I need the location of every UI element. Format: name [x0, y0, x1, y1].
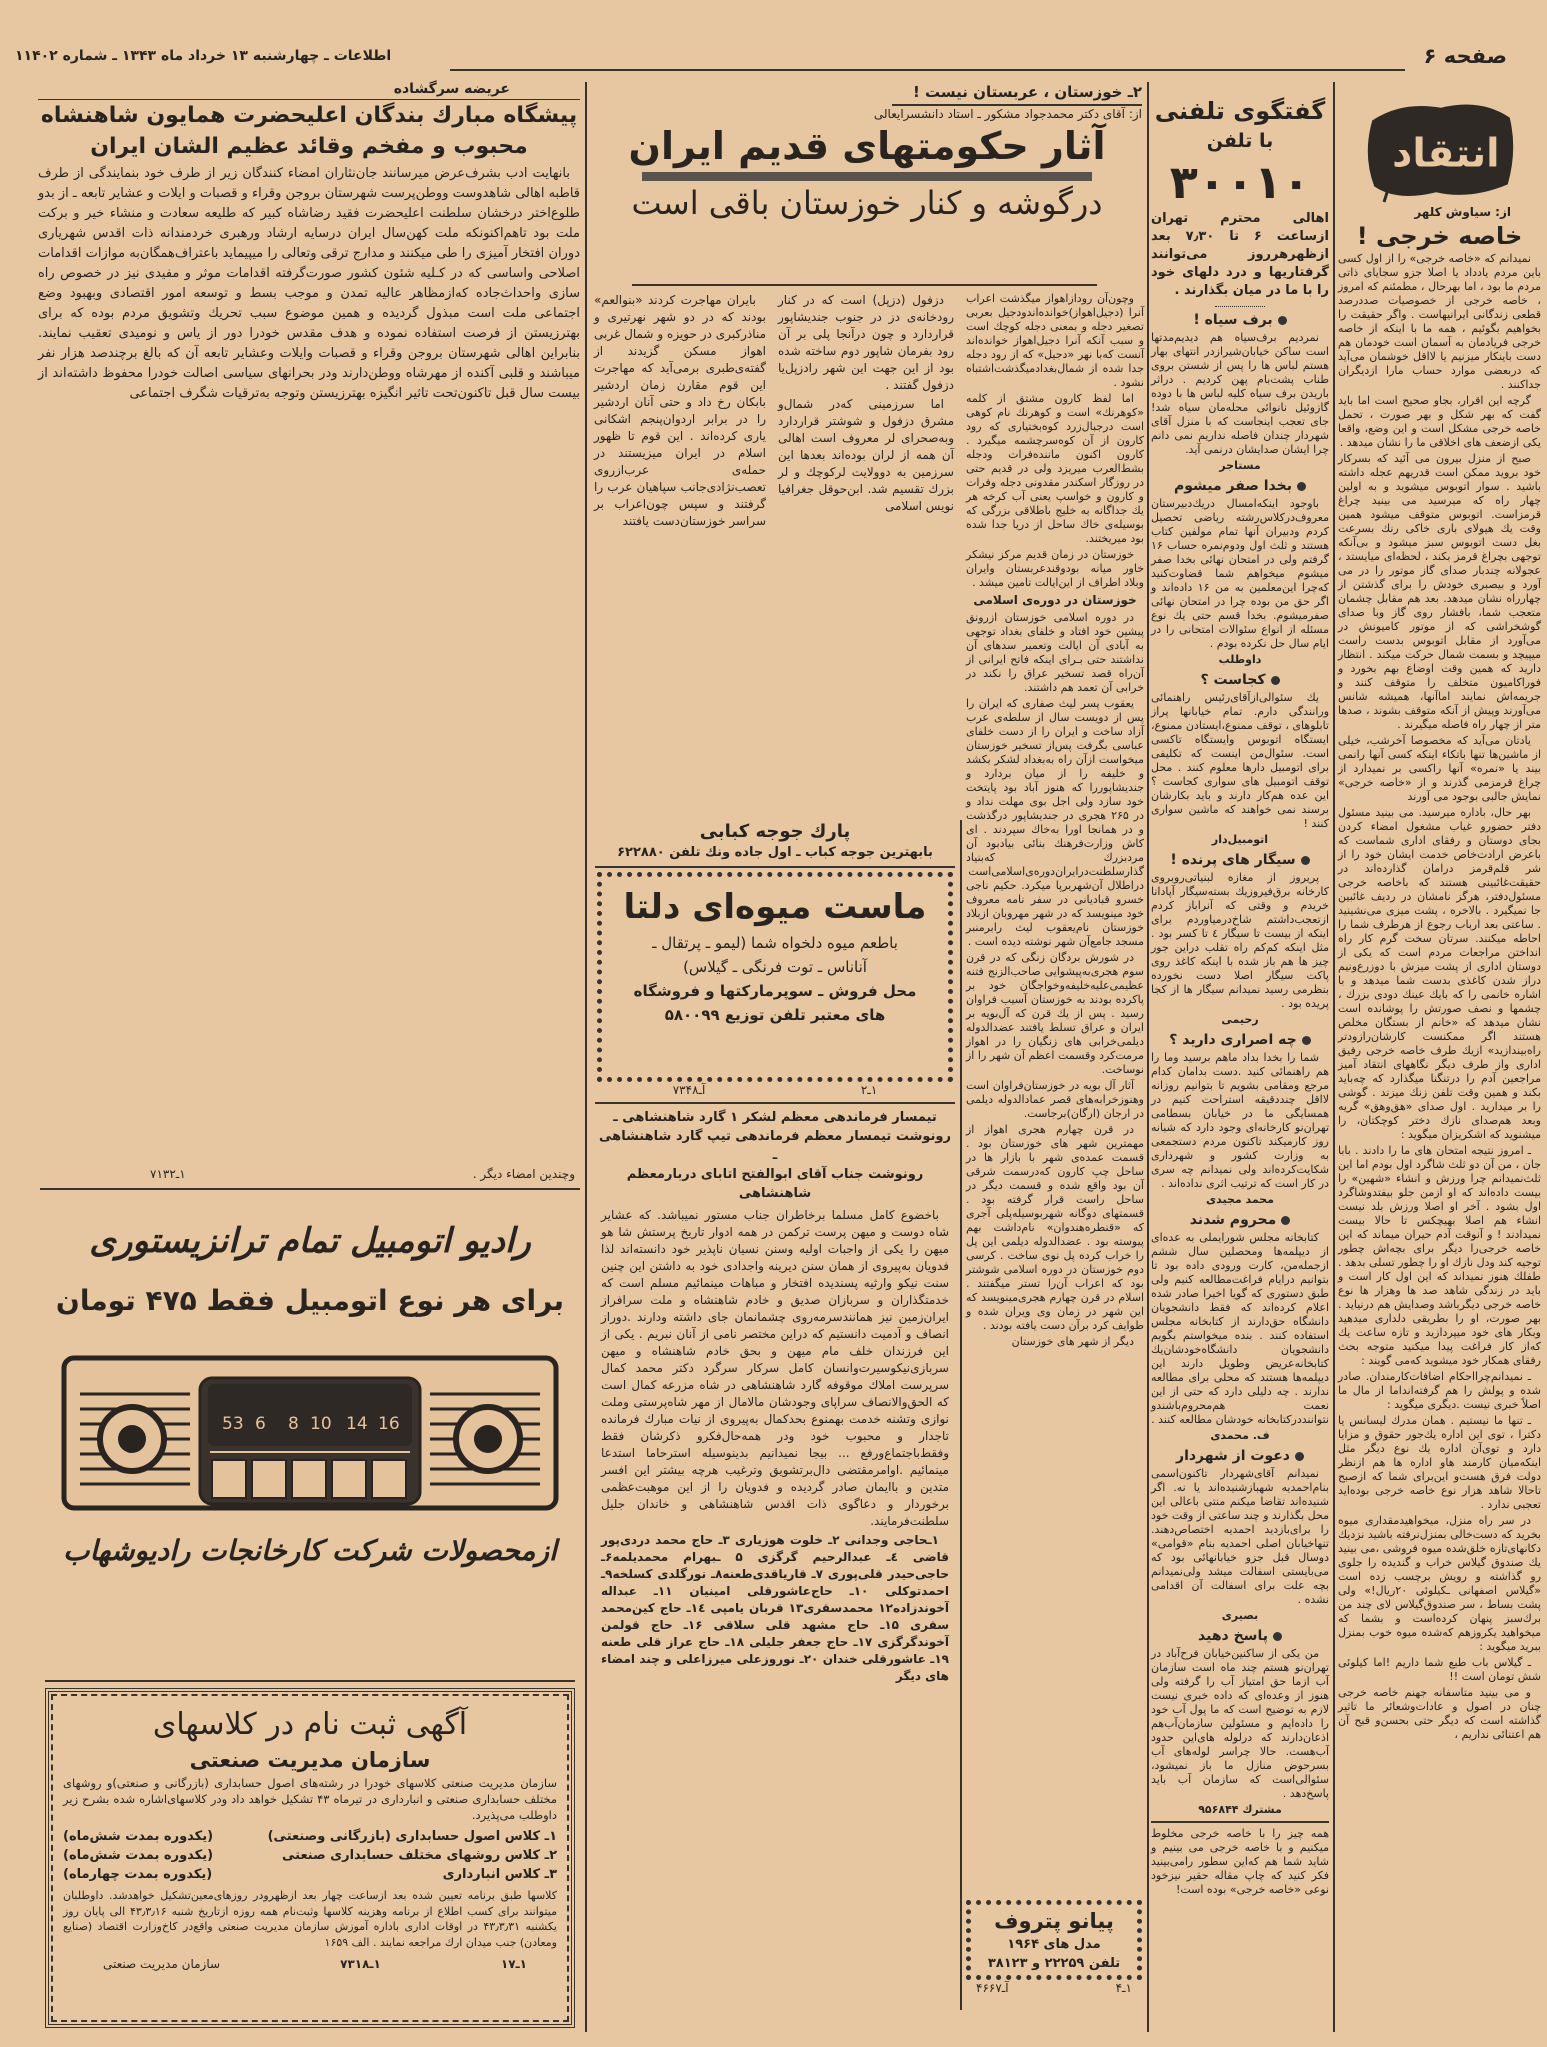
dial-number: 16	[378, 1414, 400, 1434]
bullet-icon	[1271, 676, 1280, 685]
dial-number: 53	[222, 1414, 244, 1434]
divider	[595, 866, 955, 868]
phone-item	[1151, 1211, 1329, 1443]
enteghad-logo	[1361, 96, 1519, 204]
classes-title: آگهی ثبت نام در کلاسهای	[152, 1707, 468, 1742]
item-title: کجاست ؟	[1200, 672, 1266, 688]
heading-line: رونوشت جناب آقای ابوالفتح اتابای دربارمعظم شاهنشاهی	[626, 1167, 924, 1201]
middle-ads-strip	[595, 820, 955, 1687]
divider	[632, 284, 1097, 286]
paragraph: بایران مهاجرت کردند «بنوالعم» بودند که در دو شهر نهرتیری و مناذرکبری در حویزه و شمال غربی اهواز مسکن گزیدند از گفته‌ی‌طبری برمی‌آید که مهاجرت این قوم مقارن زمان اردشیر بابکان رخ داد و حتی آنان اردشیر را در برابر اردوان‌پنجم اشکانی یاری کرده‌اند . این قوم تا ظهور اسلام در ایران میزیستند در حمله‌ی عرب‌ازروی تعصب‌نژادی‌جانب سپاهیان عرب را گرفتند و سپس چون‌اعراب بر سراسر خوزستان‌دست یافتند	[594, 293, 766, 528]
delta-title: ماست میوه‌ای دلتا	[623, 887, 927, 927]
ad-code: آـ۷۳۴۸	[672, 1083, 706, 1097]
paragraph: ـ امروز نتیجه امتحان های ما را دادند . بابا جان ، من آن دو ثلث شاگرد اول بودم اما این ثلث‌نمیدانم چرا ورزش و انشاء «شهین» را بیست داده‌اند که او ازمن جلو بیفتدوشاگرد اول بشود . آخر او اصلا ورزش بلد نیست انشاء هم اصلا بهیچکس تا حالا بیست نمیدادند ! و آنوقت آدم حیران میماند که این خاصه خرجی‌را دیگر برای بچه‌اش چطور توجیه کند ودل نازك او را چطور تسلی بدهد . طفلك هنوز نمیداند که این اول کار است و باید در زندگی شاهد صد ها وهزار ها نوع خاصه خرجی دیگرباشد وصدایش هم درنیاید . بهر صورت، او را بطریقی دلداری میدهید وبکار های خود میپردازید و تازه ساعت یك که‌از کار فراغت پیدا میکنید متوجه بحث رفقای همکار خود میشوید که‌می گویند :	[1338, 1144, 1541, 1367]
item-signature: ف. محمدی	[1210, 1429, 1270, 1442]
paragraph: بانهایت ادب بشرف‌عرض میرسانند جان‌نثاران امضاء کنندگان زیر از طرف خود بنمایندگی از طرف قاطبه اهالی شاهدوست ووطن‌پرست شهرستان بروجن وقراء و قصبات و ایلات و عشایر تابعه ـ از بدو طلوع‌اختر درخشان سلطنت اعلیحضرت فقید رضاشاه کبیر که طلیعه سعادت و منشاء خیر و برکت ملت بود تاهم‌اکنونکه ملت کهن‌سال ایران درسایه ارشاد ورهبری خردمندانه ذات اقدس شهریاری دوران افتخار آمیزی را طی میکنند و مدارج ترقی وتعالی را میپیماید باعتراف‌همگان‌به موازات اقدامات اصلاحی واساسی که در کـلیه شئون کشور صورت‌گرفته اقدامات موثر و مفیدی نیز در خصوص راه سازی واحداث‌جاده که‌ازمظاهر عالیه تمدن و موجب بسط و توسعه امور اقتصادی وبهبود وضع اجتماعی ملت است مبذول گردیده و همین موضوع سبب تحریك وتشویق مردم بوده که برای بهترزیستن از فرصت استفاده نموده و هدف مقدس خودرا دور از یاس و نومیدی تعقیب نمایند. بنابراین اهالی شهرستان بروجن وقراء و قصبات وایلات وعشایر تابعه آن که بالغ برچندصد هزار نفر میباشند و قلبی آکنده از مهرشاه ووطن‌دارند ودر بحرانهای سیاسی اصالت خودرا محفوظ داشته‌اند از بیست سال قبل تاکنون‌تحت تاثیر انگیزه بهترزیستن وتوجه به‌ترقیات شگرف اجتماعی	[38, 166, 580, 401]
phone-column	[1151, 94, 1329, 1897]
paragraph: دیگر از شهر های خوزستان	[1011, 1335, 1134, 1348]
paragraph: یادتان می‌آید که مخصوصا آخرشب، خیلی از ماشین‌ها تنها باتکاء اینکه کسی آنها رانمی بیند یا «نمره» آنها راکسی بر نمیدارد از چراغ قرمزمی گذرند و از «خاصه خرجی» نمایش جالبی بوجود می آورند	[1338, 734, 1541, 803]
piano-ad	[966, 1900, 1142, 1980]
course-duration: (یکدوره بمدت شش‌ماه)	[63, 1848, 214, 1863]
classes-footer	[63, 1956, 557, 1972]
paragraph: نمیدانم که «خاصه خرجی» را از اول کسی باین مردم یادداد یا اصلا جزو سجایای ذاتی مردم ما بود ، اما بهرحال ، مطمئنم که امروز ، خاصه خرجی از خصوصیات صددرصد قطعی زندگانی ایرانیهاست . واگر حقیقت را بخواهیم بگوئیم ، همه ما با اینکه از خاصه خرجی فریادمان به آسمان است خودمان هم دست باینکار میزنیم یا لااقل خوشمان می‌آید که دربعضی موارد حساب مارا ازدیگران جداکنند .	[1338, 252, 1541, 391]
paragraph: باخضوع کامل مسلما برخاطران جناب مستور نمیباشد. که عشایر شاه دوست و میهن پرست ترکمن در همه ادوار تاریخ پرستش شا هو میهن را یکی از واجبات اولیه وسنن نسیان ناپذیر خود دانسته‌اند لذا فدویان به‌پیروی از همان سنن دیرینه واجدادی خود به داشتن این چنین سنت نیکو وارثیه پسندیده افتخار و مباهات مینمائیم مسلم است که خدمتگذاران و سربازان صدیق و خادم شاهنشاه و ملت سرافراز ایران‌زمین نیز همانندسرمه‌روی چشمانمان جای داشته ودارند .دوراز انصاف و آدمیت دانستیم که دراین مختصر نامی از آنان نبریم . یکی از این فرزندان خلف مام میهن و بحق خادم شاهنشاه و میهن سربازی‌نیکوسیرت‌وانسان کامل سرکار سرگرد دکتر محمد کمال سرپرست املاك موقوفه گارد شاهنشاهی در شاه مزرعه کمال است که الحق‌والانصاف سراپای وجودشان مالامال از مهر شاه‌پرستی وملت نوازی وتشنه خدمت بهمنوع بحدکمال به‌پیروی از نیات مبارك فرمانده تاجدار و محبوب خود ودر همه‌حال‌فکرو ذکرشان فقط وفقط‌باجتماع‌ورفع ... بیجا نمیدانیم بدینوسیله استرحاما استدعا مینمائیم .اوامرمقتضی دال‌برتشویق وترغیب هرچه بیشتر این افسر متدین و باایمان صادر گردیده و فدویان را از این موهبت‌عظمی برخوردار و دعاگوی ذات اقدس شاهنشاهی و خاندان جلیل سلطنت‌فرمایند.	[601, 1208, 949, 1528]
title-bar	[642, 172, 1092, 181]
paragraph: دزفول (دزپل) است که در کنار رودخانه‌ی دز در جنوب جندیشاپور قراردارد و چون درآنجا پلی بر آن رود بفرمان شاپور دوم ساخته شده بود از این جهت این شهر رادزپل‌یا دزفول گفتند .	[778, 293, 954, 392]
paragraph: یعقوب پسر لیث صفاری که ایران را پس از دویست سال از سلطه‌ی عرب آزاد ساخت و ایران را از دست خلفای عباسی بگرفت پس‌از تسخیر خوزستان میخواست ازآن راه به‌بغداد لشکر بکشد و خلیفه را از میان بردارد و جندیشاپوررا که هنوز آباد بود پایتخت خود سازد ولی اجل بوی مهلت نداد و در ۲۶۵ هجری در جندیشاپور درگذشت و در همانجا اورا به‌خاك سپردند . ای کاش وزارت‌فرهنك بنائی بیادبود آن مردبزرك که‌بنیاد گذارسلطنت‌درایران‌دوره‌ی‌اسلامی‌است دراطلال آن‌شهربرپا میکرد. حکیم ناجی خسرو قبادیانی در سفر نامه معروف خود مینویسد که در شهر مهروبان ازبلاد خوزستان نام‌یعقوب لیث رابرمنبر مسجد جامع‌آن شهر نوشته دیده است .	[966, 697, 1144, 948]
delta-yogurt-ad	[597, 872, 953, 1082]
enteghad-author: از: سیاوش کلهر	[1414, 205, 1511, 219]
course-duration: (یکدوره بمدت شش‌ماه)	[63, 1829, 214, 1844]
paragraph: و می بینید متاسفانه جهنم خاصه خرجی چنان در اصول و عادات‌وشعائر ما تاثیر گذاشته است که دیگر حتی بحسن‌و قبح آن هم اعتنائی نداریم ،	[1338, 1686, 1541, 1741]
delta-line: های معتبر تلفن توزیع ۵۸۰۰۹۹	[664, 1006, 886, 1024]
classes-intro: سازمان مدیریت صنعتی کلاسهای خودرا در رشته‌های اصول حسابداری (بازرگانی و صنعتی)و روشهای مختلف حسابداری صنعتی و انبارداری در تیرماه ۴۳ تشکیل خواهد داد ودر کلاسهای‌اشاره شده بشرح زیر داوطلب می‌پذیرد.	[63, 1776, 557, 1822]
phone-item	[1151, 311, 1329, 473]
item-body: شما را بخدا بداد ماهم برسید وما را هم راهنمائی کنید .دست بدامان کدام مرجع ومقامی بشویم تا بتوانیم روزانه لااقل چنددقیقه استراحت کنیم در همسایگی ما در خیابان بسطامی تهران‌نو کارخانه‌ای وجود دارد که شبانه روز کارمیکند تاکنون مردم دستجمعی به وزارت کشور و شهرداری شکایت‌کرده‌اند ولی نمیدانم چه سری در کار است که ترتیب اثری نداده‌اند .	[1151, 1051, 1329, 1190]
divider	[45, 1680, 575, 1682]
petition-title: پیشگاه مبارك بندگان اعلیحضرت همایون شاهنشاه محبوب و مفخم وقائد عظیم الشان ایران	[40, 103, 578, 159]
paragraph: ـ نمیدانم‌چرااحکام اضافات‌کارمندان. صادر شده و پولش را هم گرفته‌انداما از مال ما اصلاً خبری نیست .دیگری میگوید :	[1338, 1370, 1541, 1411]
item-body: یك سئوالی‌ازآقای‌رئیس راهنمائی ورانندگی دارم. تمام خیابانها پراز تابلوهای ، توقف ممنوع،ایستادن ممنوع، ایستگاه اتوبوس وایستگاه تاکسی است. سئوال‌من اینست که تکلیفی برای اتومبیل دارها معلوم کنند . محل توقف اتومبیل های سواری کجاست ؟ این عده هم‌کار دارند و باید بکارشان برسند نمی خواهند که ماشین سواری کنند !	[1151, 691, 1329, 830]
item-signature: اتومبیل‌دار	[1211, 833, 1269, 846]
phone-item	[1151, 671, 1329, 847]
item-signature: مستاجر	[1219, 459, 1261, 472]
phone-item	[1151, 477, 1329, 667]
piano-ad-block	[966, 1900, 1142, 1996]
dateline: اطلاعات ـ چهارشنبه ۱۳ خرداد ماه ۱۳۴۳ ـ شماره ۱۱۴۰۲	[15, 48, 392, 64]
paragraph: در سر راه منزل، میخواهیدمقداری میوه بخرید که دست‌خالی بمنزل‌نرفته باشید نزدیك دکانهای‌تازه خلق‌شده میوه فروشی ،می بینید یك صندوق گیلاس خراب و گندیده را جلوی رو گذاشته و رویش برچسب زده است «گیلاس اصفهانی ـکیلوئی ۲۰ریال!» ولی پشت بساط ، سر صندوق‌گیلاس لای چند من برك‌سبز پنهان کرده‌است و بشما که میخواهید یکروزهم که‌شده میوه خوب بمنزل ببرید میگوید :	[1338, 1514, 1541, 1653]
page-number: صفحه ۶	[1423, 44, 1507, 68]
phone-item	[1151, 1627, 1329, 1817]
paragraph: خوزستان در زمان قدیم مرکز نیشکر خاور میانه بودوقندعربستان وایران وبلاد اطراف از این‌ایالت تامین میشد .	[966, 548, 1144, 589]
divider	[1215, 306, 1265, 307]
article-column-2	[778, 292, 954, 517]
item-signature: بصیری	[1221, 1609, 1259, 1622]
letter-heading	[595, 1108, 955, 1203]
ad-code: ۱ـ۲	[860, 1083, 878, 1097]
petition-body	[38, 164, 580, 404]
article-column-1	[594, 292, 766, 532]
item-body: باوجود اینکه‌امسال دریك‌دبیرستان معروف‌درکلاس‌رشته ریاضی تحصیل کردم ودبیران آنها تمام مولفین کتاب هستند و ثلث اول ودوم‌نمره حساب ۱۶ گرفتم ولی در امتحان نهائی بخدا صفر میشوم میخواهم شما قضاوت‌کنید که‌چرا این‌معلمین به‌ من ۱۶ داده‌اند و اگر حق من بوده چرا در امتحان نهائی صفرمیشوم. بخدا قسم حتی یك نوع مسئله از انواع سئوالات امتحانی را در ایام سال حل نکرده بودم .	[1151, 497, 1329, 650]
paragraph: اما سرزمینی که‌در شمال‌و مشرق دزفول و شوشتر قراردارد وبه‌صحرای لر معروف است اهالی آن همه از لران بوده‌اند بعدها این سرزمین به دوولایت لرکوچك و لر بزرك تقسیم شد. ابن‌حوقل جغرافیا نویس اسلامی	[778, 397, 954, 513]
column-rule	[585, 82, 587, 2032]
ad-code: ۱ـ۷۳۱۸	[340, 1957, 381, 1971]
ad-code: آـ۴۶۶۷	[976, 1981, 1009, 1995]
kebab-line: بابهترین جوجه کباب ـ اول جاده ونك تلفن ۶۲۲۸۸۰	[617, 845, 933, 860]
item-title: برف سیاه !	[1193, 312, 1273, 328]
preset-buttons	[212, 1460, 406, 1498]
dial-number: 6	[255, 1414, 266, 1434]
course-name: ۲ـ کلاس روشهای مختلف حسابداری صنعتی	[281, 1848, 557, 1863]
delta-codes	[595, 1082, 955, 1098]
phone-item	[1151, 1031, 1329, 1207]
paragraph: وچون‌آن رودازاهواز میگذشت اعراب آنرا (دجیل‌اهواز)خوانده‌اندودجیل بعربی تصغیر دجله و بمعنی دجله کوچك است و سبب آنکه آنرا دجیل‌اهواز خوانده‌اند آنست که‌با نهر «دجیل» که از رود دجله جدا شده از شمال‌بغدادمیگذشت‌اشتباه نشود .	[966, 292, 1144, 389]
article-column-3	[966, 292, 1144, 1351]
course-row	[63, 1865, 557, 1884]
bullet-icon	[1302, 1036, 1311, 1045]
teymsar-letter	[595, 1108, 955, 1685]
column-rule	[1333, 82, 1335, 2032]
paragraph: در قرن چهارم هجری اهواز از مهمترین شهر های خوزستان بود . قسمت عمده‌ی شهر با بازار ها در ساحل چپ کارون که‌درسمت شرقی آن بود واقع شده و قسمت دیگر در ساحل راست قرار گرفته بود . قسمتهای دوگانه شهربوسیله‌پلی آجری که «قنطره‌هندوان» نام‌داشت بهم پیوسته بود . عضدالدوله دیلمی این پل را خراب کرده پل نوی ساخت . کرسی دوم خوزستان در دوره اسلامی شوشتر بود که اعراب آن‌را تستر میگفتند . اسلام در قرن چهارم هجری‌مینویسد که این شهر در زمان وی ویران شده و طوایف کرد برآن دست یافته بودند .	[966, 1123, 1144, 1332]
course-name: ۳ـ کلاس انبارداری	[442, 1867, 557, 1882]
phone-item	[1151, 851, 1329, 1027]
item-signature: مشترك ۹۵۶۸۴۴	[1198, 1803, 1282, 1816]
divider	[595, 1102, 955, 1104]
phone-subtitle: با تلفن	[1206, 130, 1274, 152]
item-title: دعوت از شهردار	[1176, 1448, 1290, 1464]
bullet-icon	[1281, 1216, 1290, 1225]
item-title: سیگار های پرنده !	[1170, 852, 1296, 868]
ad-code: ۱ـ۱۷	[500, 1957, 527, 1971]
piano-models: مدل های ۱۹۶۴	[1007, 1937, 1101, 1952]
item-body: پریروز از مغازه لبنیاتی‌روبروی کارخانه برق‌فیروزیك بسته‌سیگار آپادانا خریدم و وقتی که آنراباز کردم ازتعجب‌داشتم شاخ‌درمیاوردم برای اینکه از بیست تا سیگار ٤ تا کسر بود . مثل اینکه کم‌کم راه تقلب دراین جور چیز ها هم باز شده با اینکه کاغذ روی پاکت سیگار اصلا دست نخورده بنظرمی رسید نمیدانم سیگار ها از کجا پریده بود .	[1151, 871, 1329, 1010]
car-radio-illustration	[60, 1354, 560, 1514]
phone-item	[1151, 1447, 1329, 1623]
open-petition	[38, 80, 580, 406]
ad-code: ۱ـ۴	[1115, 1981, 1132, 1995]
petition-ending: وچندین امضاء دیگر .	[472, 1167, 575, 1181]
phone-items	[1151, 311, 1329, 1817]
ad-code: ۱ـ۷۱۳۲	[150, 1167, 186, 1181]
divider	[1151, 1821, 1329, 1823]
item-body: من یکی از ساکنین‌خیابان فرح‌آباد در تهران‌نو هستم چند ماه است سازمان آب ازما حق امتیاز آب را گرفته ولی هنوز از وعده‌ای که داده خبری نیست لازم به توضیح است که ما پول آب خود را داده‌ایم و مسئولین سازمان‌آب‌هم اذعان‌دارند که درلوله های‌این حدود آب‌هست. حالا چراسر لوله‌های آب بسرحوض منازل ما باز نمیشود، سئوالی‌است که سازمان آب باید پاسخ‌دهد .	[1151, 1647, 1329, 1800]
item-signature: محمد مجیدی	[1206, 1193, 1274, 1206]
delta-line: باطعم میوه دلخواه شما (لیمو ـ پرتقال ـ	[652, 934, 898, 952]
course-name: ۱ـ کلاس اصول حسابداری (بازرگانی وصنعتی)	[267, 1829, 557, 1844]
enteghad-logo-text: انتقاد	[1391, 131, 1500, 177]
kebab-title: پارك جوجه کبابی	[699, 821, 851, 842]
bullet-icon	[1301, 856, 1310, 865]
classes-details: کلاسها طبق برنامه تعیین شده بعد ازساعت چهار بعد ازظهر‌ودر روزهای‌معین‌تشکیل خواهدشد. داوطلبان میتوانند برای کسب اطلاع از برنامه وهزینه کلاسها وثبت‌نام همه روزه ازتاریخ شنبه ۴۳٫۳٫۱۶ الی پایان روز یکشنبه ۴۳٫۳٫۳۱ در اوقات اداری باداره آموزش سازمان مدیریت صنعتی واقع‌در کاخ‌وزارت اقتصاد (صنایع ومعادن) جنب میدان ارك مراجعه نمایند . الف ۱۶۵۹	[63, 1889, 558, 1949]
classes-signature: سازمان مدیریت صنعتی	[103, 1957, 221, 1971]
paragraph: گرچه این اقرار، بجاو صحیح است اما باید گفت که بهر شکل و بهر صورت ، تحمل خاصه خرجی مشکل است و این وضع، واقعا یکی ازضعف های اخلاقی ما را نشان میدهد .	[1338, 394, 1541, 449]
dial-number: 14	[346, 1414, 368, 1434]
enteghad-closing: همه چیز را با خاصه خرجی مخلوط میکنیم و با خاصه خرجی می بینیم و شاید شما هم که‌این سطور رامی‌بینید فکر کنید که چاپ مقاله حقیر نیزخود نوعی «خاصه خرجی» بوده است!	[1151, 1827, 1329, 1896]
delta-line: آناناس ـ توت فرنگی ـ گیلاس)	[683, 958, 867, 976]
item-body: کتابخانه مجلس شورایملی به عده‌ای از دیپلمه‌ها ومحصلین سال ششم ازجمله‌من، کارت ورودی داده بود تا بتوانیم درایام فراغت‌مطالعه کنیم ولی طبق دستوری که گویا اخیرا صادر شده اعلام کرده‌اند که فقط دانشجویان دانشگاه حق‌دارند از کتابخانه مجلس استفاده کنند . بنده میخواستم بگویم دانشجویان دانشگاه‌خودشان‌یك کتابخانه‌عریض وطویل دارند این دیپلمه‌ها هستند که محلی برای مطالعه ندارند . چه دلیلی دارد که حتی از این نعمت هم‌محروم‌باشندو نتوانند‌درکتابخانه خودشان مطالعه کنند .	[1151, 1231, 1329, 1426]
divider	[40, 1188, 580, 1190]
paragraph: در شورش بردگان زنگی که در قرن سوم هجری‌به‌پیشوایی صاحب‌الزنج فتنه عظیمی‌علیه‌خلیفه‌وخواجگان خود بر پاکرده بودند به خوزستان آسیب فراوان رسید . پس از یك قرن که آل‌بویه بر ایران و عراق تسلط یافتند عضدالدوله دیلمی‌خرابی های زنگیان را در اهواز مرمت‌کرد وقسمت اعظم آن شهر را از نوساخت.	[966, 951, 1144, 1076]
course-list	[63, 1827, 557, 1884]
piano-title: پیانو پتروف	[994, 1909, 1114, 1933]
radio-subtitle: برای هر نوع اتومبیل فقط ۴۷۵ تومان	[55, 1284, 565, 1317]
article-kicker: ۲ـ خوزستان ، عربستان نیست !	[892, 82, 1142, 106]
item-body: نمیدانم آقای‌شهردار تاکنون‌اسمی بنام‌احمدیه شهبازشنیده‌اند یا نه. اگر شنیده‌اند تقاضا میکنم منتی باعالی این محل بگذارند و چند ساعتی از وقت خود را برای‌بازدید احمدیه اختصاص‌دهند. تنهاخیابان اصلی احمدیه بنام «قوامی» دوسال قبل جزو خیابانهائی بود که می‌بایستی اسفالت میشد ولی‌نمیدانم بچه علت برای اسفالت آن اقدامی نشده .	[1151, 1467, 1329, 1606]
phone-number: ۳۰۰۱۰	[1169, 155, 1311, 209]
article-byline: از: آقای دکتر محمدجواد مشکور ـ استاد دانشسرایعالی	[873, 107, 1142, 121]
enteghad-column	[1338, 96, 1541, 1744]
piano-phone: تلفن ۲۲۲۵۹ و ۳۸۱۲۳	[987, 1956, 1121, 1971]
column-rule	[1147, 82, 1149, 2032]
radio-title: رادیو اتومبیل تمام ترانزیستوری	[89, 1221, 531, 1261]
khuzestan-header	[592, 82, 1142, 225]
paragraph: صبح از منزل بیرون می آئید که بسرکار خود بروید ممکن است قدریهم عجله داشته باشید . سوار اتوبوس میشوید و به اولین چهار راه که میرسید می بینید چراغ قرمزاست. اتوبوس متوقف میشود همین وقت یك هیولای باری خاکی رنك بسرعت بغل دست اتوبوس سبز میشود و بی‌آنکه توجهی بچراغ قرمز بکند ، لحظه‌ای میایستد ، عجولانه چندبار صدای گاز موتور را در می آورد و بیصبری خودش را برای گذشتن از چهارراه نشان میدهد. بعد هم مقابل چشمان متعجب شما، بافشار روی گاز وبا صدای گوشخراشی که از موتور کامیونش در می‌آورد از مقابل اتوبوس بدست راست میپیچد و بسمت شمال حرکت میکند . انتظار دارید که همین وقت اوضاع بهم بخورد و فوراکامیون متخلف را متوقف کنند و جریمه‌اش نمایند اماآنها، همیشه شانس می‌آورند وپیش از آنکه متوقف بشوند ، صدها متر از چهار راه فاصله میگیرند .	[1338, 452, 1541, 731]
classes-ad	[45, 1688, 575, 2028]
paragraph: آثار آل بویه در خوزستان‌فراوان است وهنوزخرابه‌های قصر عمادالدوله دیلمی در ارجان (ارگان)برجاست.	[966, 1079, 1144, 1120]
course-row	[63, 1827, 557, 1846]
bullet-icon	[1297, 482, 1306, 491]
item-body: نمردیم برف‌سیاه هم دیدیم‌مدتها است ساکن خیابان‌شیرازدر انتهای بهار هستم لباس ها را پس از شستن بروی طناب پشت‌بام پهن کردیم . دراثر باریدن برف سیاه کلیه لباس ها با دوده گازوئیل نانوائی محله‌مان سیاه شد! جای تعجب اینجاست که با منزل آقای شهردار چندان فاصله نداریم نمی دانم چرا ایشان صدایشان درنمی آید.	[1151, 331, 1329, 456]
column-rule	[960, 820, 962, 2010]
piano-codes	[966, 1980, 1142, 1996]
enteghad-title: خاصه خرجی !	[1356, 222, 1523, 250]
paragraph: ـ گیلاس باب طبع شما داریم !اما کیلوئی شش تومان است !!	[1338, 1656, 1541, 1683]
paragraph: ـ تنها ما نیستیم . همان مدرك لیسانس یا دکترا ، توی این اداره یك‌جور حقوق و مزایا دارد و توی‌آن اداره یك نوع دیگر مثل اینکه‌میان کارمند هاو اداره ها هم ازنظر دولت فرق هست‌و این‌برای شما که ازصبح تاحالا شاهد هزار نوع خاصه خرجی بوده‌اید تعجبی ندارد .	[1338, 1414, 1541, 1511]
heading-line: رونوشت تیمسار معظم فرماندهی تیپ گارد شاهنشاهی ـ	[599, 1129, 951, 1163]
dial-number: 8	[288, 1414, 299, 1434]
item-title: محروم شدند	[1189, 1212, 1277, 1228]
item-title: چه اصراری دارید ؟	[1169, 1032, 1297, 1048]
section-heading: خوزستان در دوره‌ی اسلامی	[973, 593, 1137, 607]
item-signature: داوطلب	[1218, 653, 1262, 666]
petition-kicker: عریضه سرگشاده	[38, 80, 580, 100]
radio-maker: ازمحصولات شرکت کارخانجات رادیوشهاب	[63, 1534, 557, 1567]
enteghad-body	[1338, 252, 1541, 1742]
bullet-icon	[1295, 1452, 1304, 1461]
dial-number: 10	[310, 1414, 332, 1434]
item-title: پاسخ دهید	[1198, 1628, 1268, 1644]
article-title: آثار حکومتهای قدیم ایران	[628, 124, 1106, 168]
course-duration: (یکدوره بمدت چهارماه)	[63, 1867, 213, 1882]
phone-intro: اهالی محترم تهران ازساعت ۶ تا ۷٫۳۰ بعد ازظهرهرروز می‌توانند گرفتاریها و درد دلهای خود را با ما در میان بگذارند .	[1151, 211, 1329, 298]
header-rule	[450, 69, 1405, 71]
item-signature: رحیمی	[1221, 1013, 1259, 1026]
delta-line: محل فروش ـ سوپرمارکتها و فروشگاه	[633, 982, 917, 1000]
bullet-icon	[1273, 1632, 1282, 1641]
classes-org: سازمان مدیریت صنعتی	[189, 1748, 431, 1772]
course-row	[63, 1846, 557, 1865]
heading-line: تیمسار فرماندهی معظم لشکر ۱ گارد شاهنشاهی ـ	[613, 1110, 937, 1125]
signatories: ۱ـحاجی وجدانی ۲ـ خلوت هوزیاری ۳ـ حاج محمد دردی‌پور قاضی ٤ـ عبدالرحیم گرگزی ۵ ـبهرام محمدیلمه۶ـ حاجی‌حیدر قلی‌پوری ۷ـ قاریاقدی‌طعنه۸ـ نورگلدی کسلخه۹ـ احمدتوکلی ۱۰ـ حاج‌عاشورقلی امینیان ۱۱ـ عبداله آخوندزاده۱۲ محمدسقری۱۳ قربان یامپی ۱٤ـ حاج کین‌محمد سقری ۱۵ـ حاج مشهد قلی سلاقی ۱۶ـ حاج قولمن آخوندگرگزی ۱۷ـ حاج جعفر جلیلی ۱۸ـ حاج عراز قلی طعنه ۱۹ـ عاشورقلی خندان ۲۰ـ نوروزعلی میرزاعلی و چند امضاء های دیگر	[601, 1533, 950, 1683]
letter-body	[601, 1207, 949, 1685]
paragraph: بهر حال، باداره میرسید. می بینید مسئول دفتر حضورو غیاب مشغول امضاء کردن بجای دوستان و رفقای اداری شماست که باعرض ارادت‌خاص خدمت ایشان خود را از شر قلم‌قرمز درامان گذارده‌اند در حقیقت‌غائبینی هستند که باخاصه خرجی مسئول‌دفتر، هرگز نامشان در ردیف غائبین جا نمیگیرد . بالاخره ، پشت میزی می‌نشینید . ساعتی بعد ارباب رجوع از هرطرف شما را احاطه میکنند. سرتان سخت گرم کار راه انداختن مراجعات مردم است که یکی از دوستان اداری از پشت میزش با دوزرع‌ونیم دراز شدن کاغذی بدست شما میدهد و با اشاره خانمی را که بایك عینك دودی بزرك ، چشمها و نصف صورتش را پوشانده است نشان میدهد که «خانم از بستگان مخلص هستند اگر ممکنست کارشان‌رازودتر راه‌بیندازید» ازیك طرف خاصه خرجی رفیق اداری واز طرف دیگر نگاههای انتقاد آمیز مراجعین آدم را درتنگنا میگذارد که چه‌باید بکند و همین وقت تلفن زنك میزند . گوشی را بر میدارید . اول صدای «هق‌وهق» گریه وبعد هم‌صدای نازك دختر کوچکتان، را میشنوید که اشکریزان میگوید :	[1338, 806, 1541, 1141]
bullet-icon	[1278, 316, 1287, 325]
car-radio-ad	[40, 1196, 580, 1574]
kebab-ad	[595, 820, 955, 862]
item-title: بخدا صفر میشوم	[1174, 478, 1292, 494]
phone-title: گفتگوی تلفنی	[1154, 97, 1326, 125]
article-subtitle: درگوشه و کنار خوزستان باقی است	[631, 184, 1103, 222]
paragraph: اما لفظ کارون مشتق از کلمه «کوهرنك» است و کوهرنك نام کوهی است درجبال‌زرد کوه‌بختیاری که رود کارون از آن کوه‌سرچشمه میگیرد . کارون اکنون ماننده‌فرات ودجله بشط‌العرب میریزد ولی در قدیم حتی در روزگار اسکندر مقدونی دجله وفرات و کارون و خواسپ یعنی آب کرخه هر یك جداگانه به خلیج باطلاقی بزرگی که بوسیله‌ی خاك ساحل از دریا جدا شده بود میریختند.	[966, 392, 1144, 545]
paragraph: در دوره اسلامی خوزستان ازرونق پیشین خود افتاد و خلفای بغداد توجهی به آبادی آن ایالت وتعمیر سدهای آن نداشتند حتی بـرای اینکه فاتح ایرانی از آن‌راه قصد تسخیر عراق را نکند در خرابی آن تعمد هم داشتند.	[966, 611, 1144, 694]
